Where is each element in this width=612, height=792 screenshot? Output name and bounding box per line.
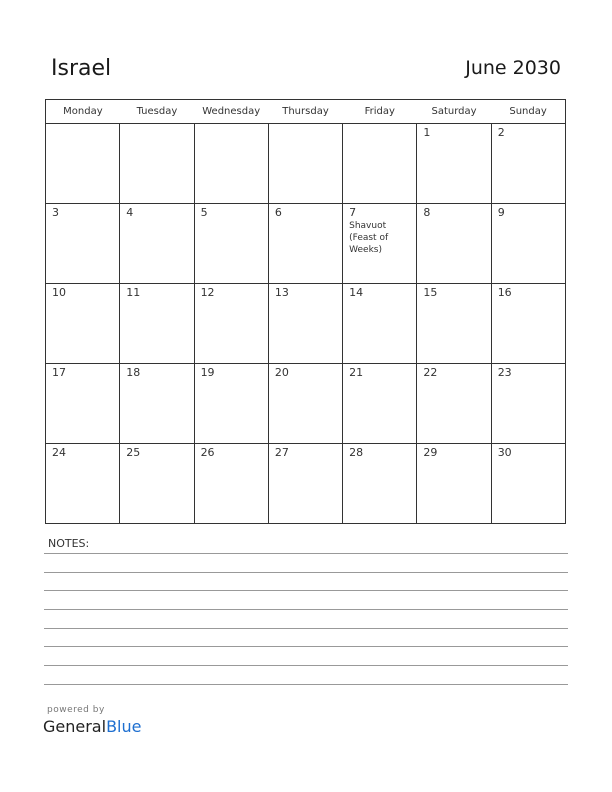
day-number: 19 — [200, 366, 215, 379]
day-number: 25 — [126, 446, 141, 459]
day-cell — [194, 444, 268, 524]
day-cell — [120, 284, 194, 364]
day-cell — [194, 204, 268, 284]
day-cell — [46, 124, 120, 204]
day-cell — [46, 364, 120, 444]
day-cell — [268, 124, 342, 204]
day-number: 11 — [126, 286, 141, 299]
day-number: 9 — [497, 206, 505, 219]
notes-line — [44, 684, 568, 685]
day-cell — [417, 204, 491, 284]
day-cell — [268, 444, 342, 524]
day-number: 16 — [497, 286, 512, 299]
brand-blue: Blue — [106, 717, 142, 736]
weekday-saturday: Saturday — [417, 100, 491, 124]
day-cell — [120, 364, 194, 444]
day-number: 10 — [52, 286, 66, 299]
day-number: 18 — [126, 366, 141, 379]
day-cell — [120, 204, 194, 284]
day-number: 24 — [52, 446, 66, 459]
day-cell — [491, 284, 565, 364]
weekday-tuesday: Tuesday — [120, 100, 194, 124]
day-number: 1 — [423, 126, 431, 139]
notes-line — [44, 572, 568, 573]
weekday-header-row — [46, 100, 566, 124]
weekday-friday: Friday — [343, 100, 417, 124]
day-cell — [491, 364, 565, 444]
day-cell — [417, 444, 491, 524]
day-cell — [491, 444, 565, 524]
day-number: 2 — [497, 126, 505, 139]
day-cell — [194, 364, 268, 444]
day-cell — [194, 124, 268, 204]
day-number: 28 — [349, 446, 364, 459]
day-number: 3 — [52, 206, 59, 219]
week-row — [46, 444, 566, 524]
day-cell — [46, 444, 120, 524]
day-cell — [268, 284, 342, 364]
day-number: 27 — [274, 446, 289, 459]
week-row — [46, 204, 566, 284]
month-year-title: June 2030 — [465, 57, 561, 79]
day-number: 22 — [423, 366, 438, 379]
day-number: 20 — [274, 366, 289, 379]
notes-line — [44, 628, 568, 629]
day-number: 14 — [349, 286, 364, 299]
day-cell — [343, 364, 417, 444]
weekday-wednesday: Wednesday — [194, 100, 268, 124]
day-cell — [46, 204, 120, 284]
day-number: 6 — [274, 206, 282, 219]
day-cell — [343, 284, 417, 364]
week-row — [46, 124, 566, 204]
holiday-label: Shavuot (Feast of Weeks) — [349, 221, 389, 255]
day-number: 15 — [423, 286, 438, 299]
brand-general: General — [43, 717, 107, 736]
notes-line — [44, 590, 568, 591]
day-cell — [268, 204, 342, 284]
day-number: 21 — [349, 366, 364, 379]
weekday-thursday: Thursday — [268, 100, 342, 124]
notes-line — [44, 665, 568, 666]
notes-line — [44, 609, 568, 610]
weekday-monday: Monday — [46, 100, 120, 124]
day-number: 4 — [126, 206, 134, 219]
day-cell — [417, 284, 491, 364]
week-row — [46, 364, 566, 444]
day-cell — [491, 124, 565, 204]
day-number: 5 — [200, 206, 208, 219]
day-cell — [120, 124, 194, 204]
day-number: 13 — [274, 286, 289, 299]
day-cell — [194, 284, 268, 364]
day-cell — [120, 444, 194, 524]
day-number: 17 — [52, 366, 66, 379]
day-cell — [417, 364, 491, 444]
weekday-sunday: Sunday — [491, 100, 565, 124]
week-row — [46, 284, 566, 364]
notes-line — [44, 646, 568, 647]
day-cell-holiday — [343, 204, 417, 284]
day-number: 26 — [200, 446, 215, 459]
day-number: 7 — [349, 206, 357, 219]
day-number: 30 — [497, 446, 512, 459]
day-cell — [268, 364, 342, 444]
brand-logo — [43, 717, 141, 736]
day-cell — [417, 124, 491, 204]
day-cell — [343, 124, 417, 204]
day-number: 8 — [423, 206, 431, 219]
day-number: 23 — [497, 366, 512, 379]
country-title: Israel — [51, 56, 112, 81]
day-number: 29 — [423, 446, 438, 459]
day-cell — [343, 444, 417, 524]
powered-by-text: powered by — [47, 705, 105, 715]
day-cell — [46, 284, 120, 364]
calendar-grid — [45, 99, 566, 524]
notes-label: NOTES: — [48, 537, 90, 550]
day-cell — [491, 204, 565, 284]
notes-line — [44, 553, 568, 554]
day-number: 12 — [200, 286, 215, 299]
